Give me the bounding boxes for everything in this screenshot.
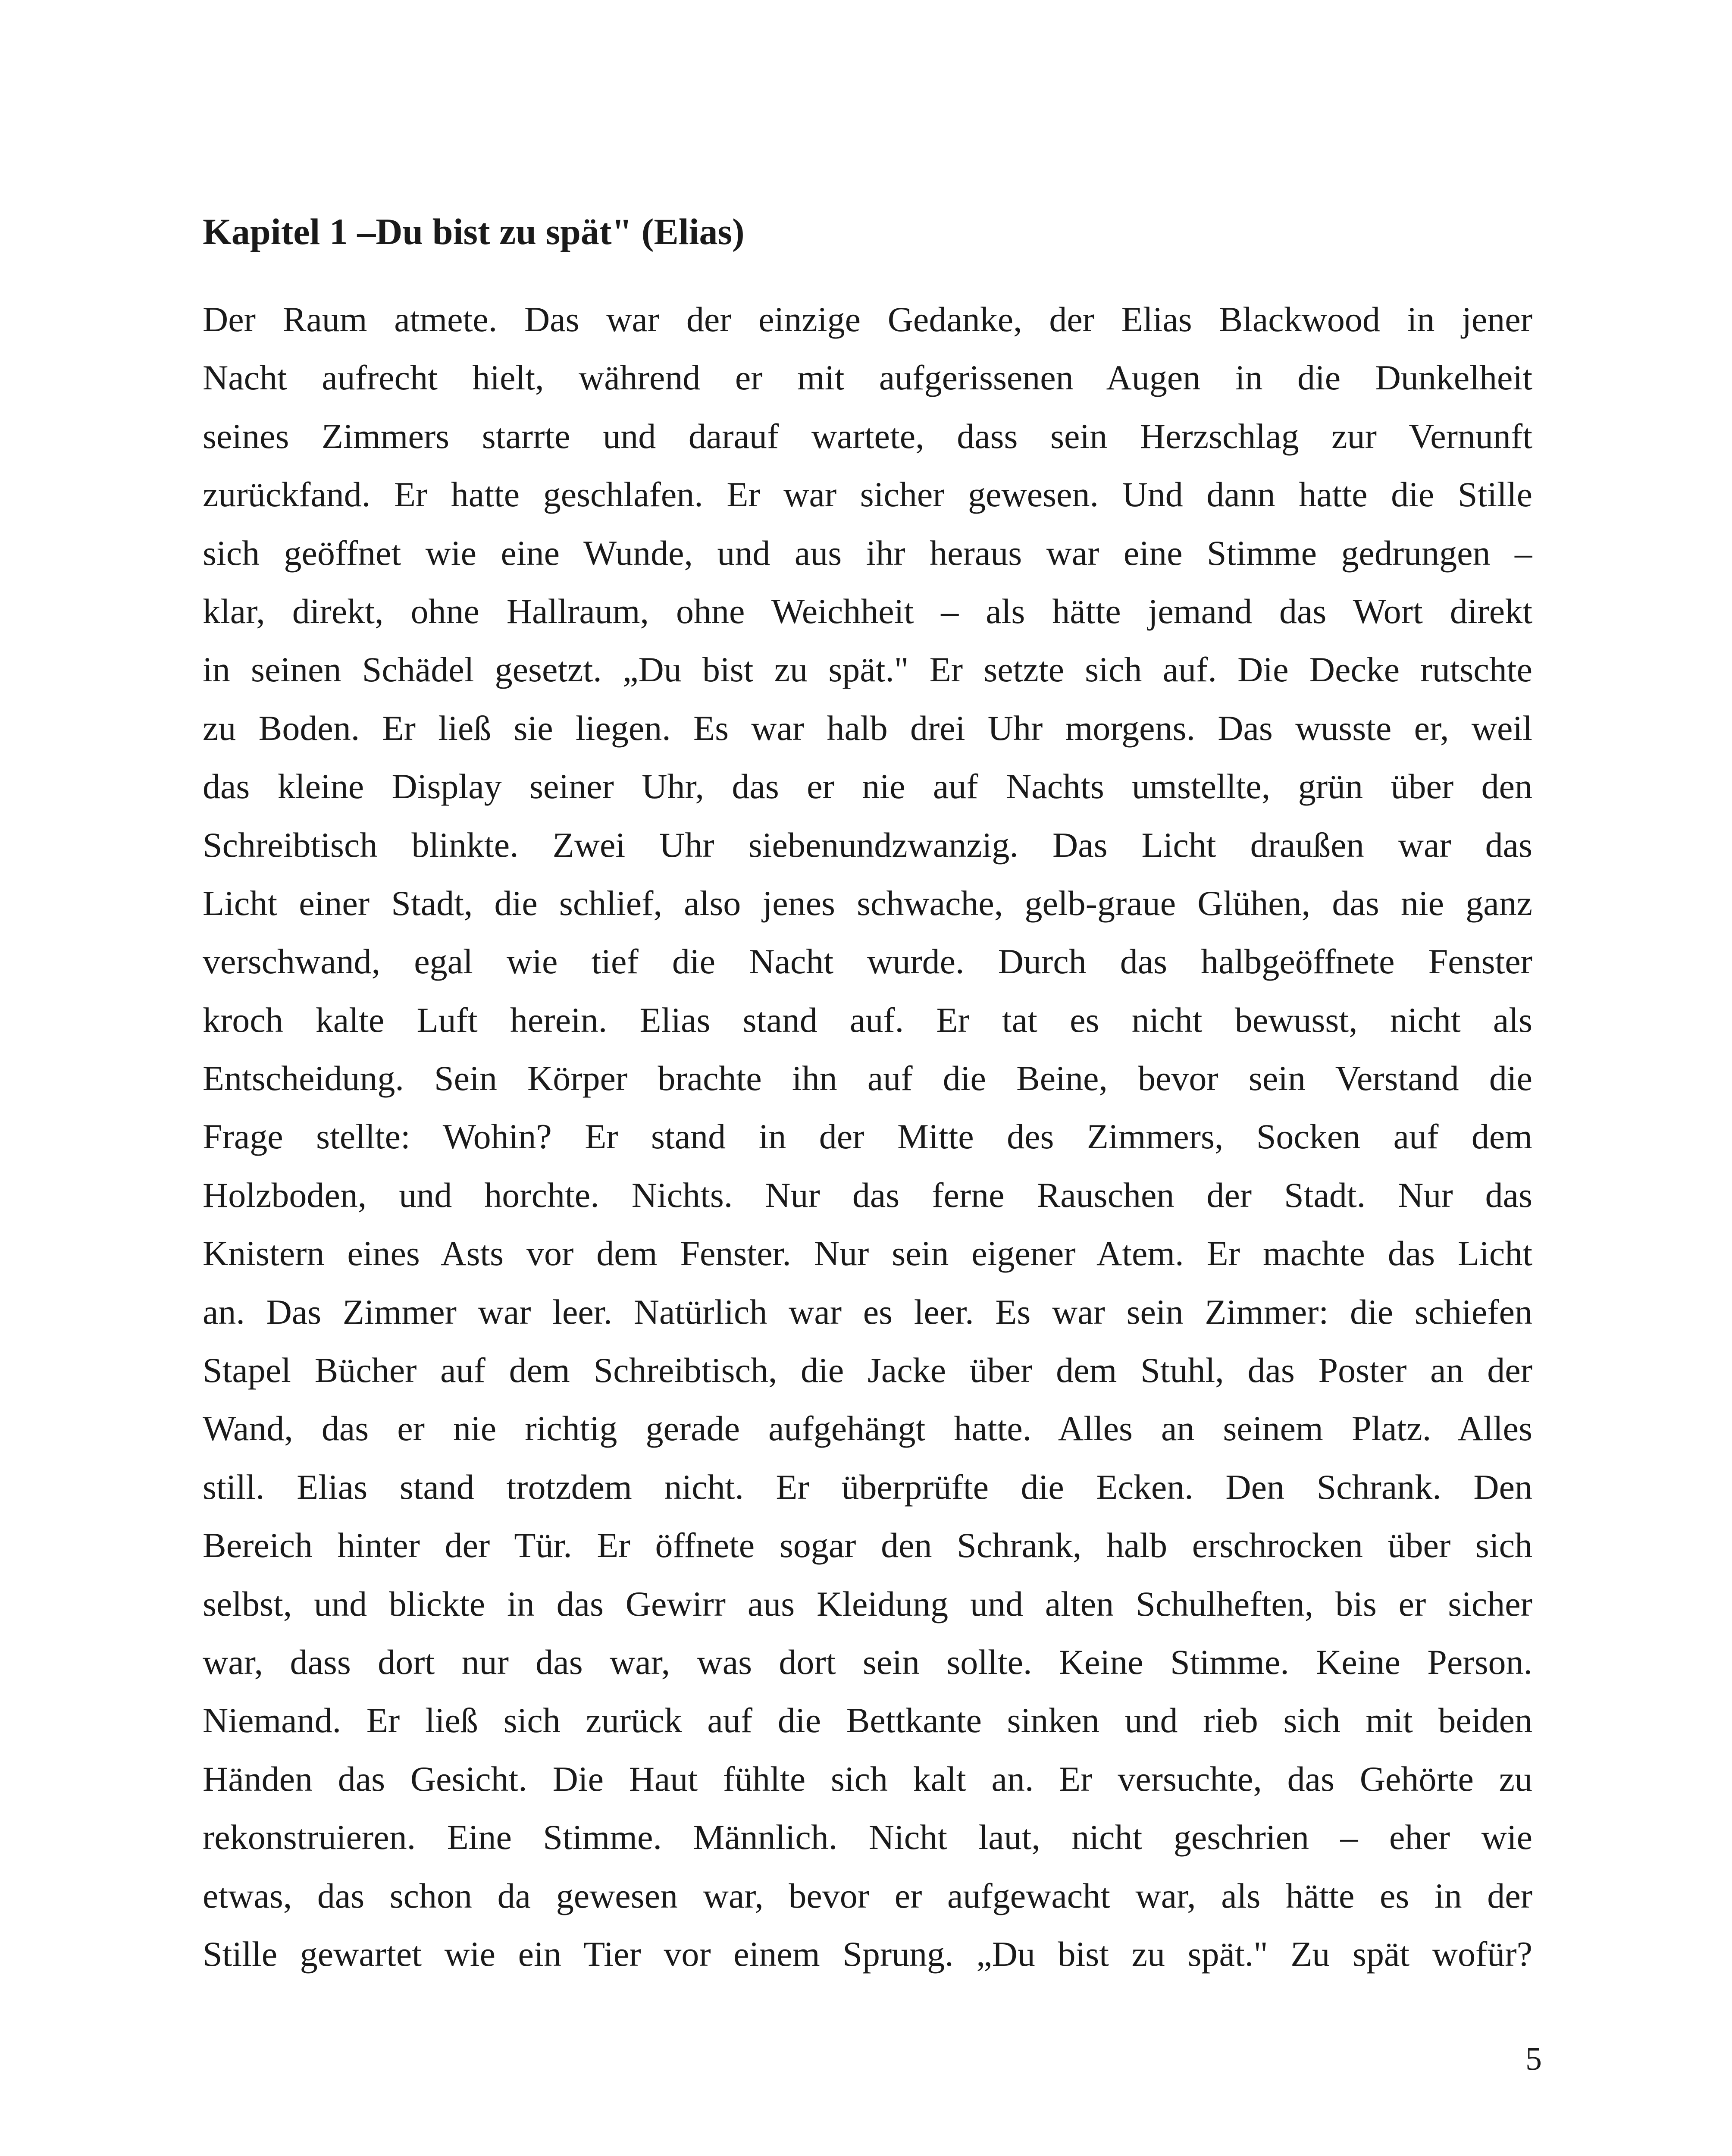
body-line: seines Zimmers starrte und darauf wartete, dass sein Herzschlag zur Vernunft (203, 416, 1532, 456)
body-line: still. Elias stand trotzdem nicht. Er überprüfte die Ecken. Den Schrank. Den (203, 1467, 1532, 1507)
body-line: Nacht aufrecht hielt, während er mit aufgerissenen Augen in die Dunkelheit (203, 358, 1532, 398)
body-line: Frage stellte: Wohin? Er stand in der Mitte des Zimmers, Socken auf dem (203, 1117, 1532, 1156)
body-line: Licht einer Stadt, die schlief, also jenes schwache, gelb-graue Glühen, das nie ganz (203, 883, 1532, 923)
body-line: das kleine Display seiner Uhr, das er nie auf Nachts umstellte, grün über den (203, 767, 1532, 806)
body-line: rekonstruieren. Eine Stimme. Männlich. Nicht laut, nicht geschrien – eher wie (203, 1818, 1532, 1857)
body-line: in seinen Schädel gesetzt. „Du bist zu spät." Er setzte sich auf. Die Decke rutschte (203, 650, 1532, 689)
body-line: zurückfand. Er hatte geschlafen. Er war sicher gewesen. Und dann hatte die Stille (203, 475, 1532, 514)
body-line: Händen das Gesicht. Die Haut fühlte sich kalt an. Er versuchte, das Gehörte zu (203, 1759, 1532, 1799)
body-line: an. Das Zimmer war leer. Natürlich war es leer. Es war sein Zimmer: die schiefen (203, 1292, 1532, 1332)
body-line: sich geöffnet wie eine Wunde, und aus ihr heraus war eine Stimme gedrungen – (203, 533, 1532, 573)
body-line: etwas, das schon da gewesen war, bevor er aufgewacht war, als hätte es in der (203, 1876, 1532, 1915)
body-line: Der Raum atmete. Das war der einzige Gedanke, der Elias Blackwood in jener (203, 300, 1532, 339)
body-line: Holzboden, und horchte. Nichts. Nur das ferne Rauschen der Stadt. Nur das (203, 1175, 1532, 1215)
body-line: verschwand, egal wie tief die Nacht wurde. Durch das halbgeöffnete Fenster (203, 942, 1532, 981)
body-line: klar, direkt, ohne Hallraum, ohne Weichheit – als hätte jemand das Wort direkt (203, 591, 1532, 631)
body-line: Wand, das er nie richtig gerade aufgehängt hatte. Alles an seinem Platz. Alles (203, 1409, 1532, 1448)
body-line: Bereich hinter der Tür. Er öffnete sogar den Schrank, halb erschrocken über sich (203, 1526, 1532, 1565)
body-line: Stapel Bücher auf dem Schreibtisch, die Jacke über dem Stuhl, das Poster an der (203, 1351, 1532, 1390)
body-line: selbst, und blickte in das Gewirr aus Kleidung und alten Schulheften, bis er sicher (203, 1584, 1532, 1623)
body-line: zu Boden. Er ließ sie liegen. Es war halb drei Uhr morgens. Das wusste er, weil (203, 708, 1532, 748)
body-line: Entscheidung. Sein Körper brachte ihn auf die Beine, bevor sein Verstand die (203, 1059, 1532, 1098)
body-line: war, dass dort nur das war, was dort sein sollte. Keine Stimme. Keine Person. (203, 1642, 1532, 1682)
body-line: kroch kalte Luft herein. Elias stand auf. Er tat es nicht bewusst, nicht als (203, 1000, 1532, 1040)
body-line: Knistern eines Asts vor dem Fenster. Nur sein eigener Atem. Er machte das Licht (203, 1234, 1532, 1273)
chapter-title: Kapitel 1 –Du bist zu spät" (Elias) (203, 211, 745, 252)
body-line: Niemand. Er ließ sich zurück auf die Bettkante sinken und rieb sich mit beiden (203, 1701, 1532, 1740)
body-line: Schreibtisch blinkte. Zwei Uhr siebenundzwanzig. Das Licht draußen war das (203, 825, 1532, 865)
page-number: 5 (1525, 2041, 1542, 2077)
chapter-body-text (203, 290, 1532, 1983)
body-line: Stille gewartet wie ein Tier vor einem Sprung. „Du bist zu spät." Zu spät wofür? (203, 1934, 1532, 1974)
